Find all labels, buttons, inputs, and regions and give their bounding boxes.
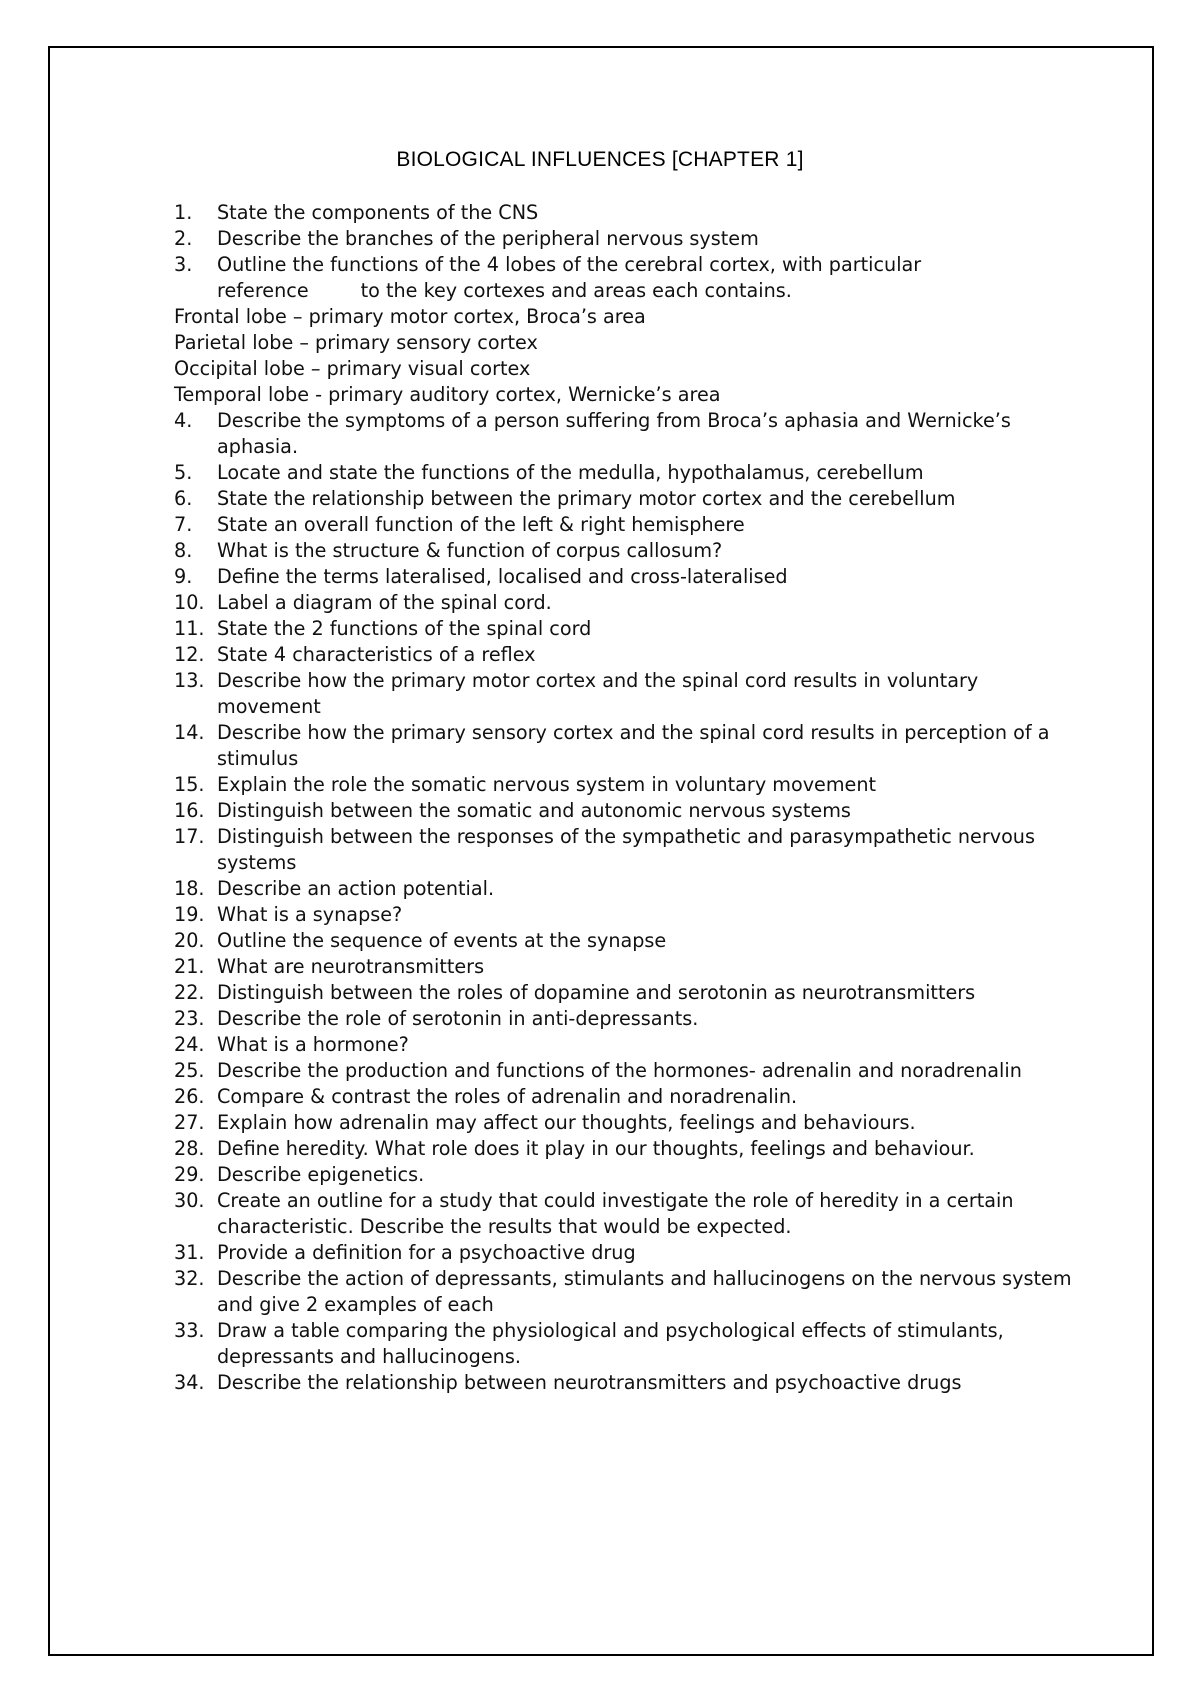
- list-item: [174, 668, 1074, 720]
- item-text: Distinguish between the somatic and autonomic nervous systems: [217, 799, 851, 822]
- item-text: State the components of the CNS: [217, 201, 539, 224]
- item-text: Explain the role the somatic nervous system in voluntary movement: [217, 773, 877, 796]
- list-item: [174, 902, 1074, 928]
- list-item: [174, 1136, 1074, 1162]
- item-text: [217, 252, 1074, 304]
- item-number: 14.: [174, 721, 205, 744]
- item-text: State the relationship between the primary motor cortex and the cerebellum: [217, 487, 956, 510]
- item-number: 33.: [174, 1319, 205, 1342]
- list-item: [174, 1370, 1074, 1396]
- item-number: 34.: [174, 1371, 205, 1394]
- item-number: 21.: [174, 955, 205, 978]
- item-number: 13.: [174, 669, 205, 692]
- item-number: 29.: [174, 1163, 205, 1186]
- list-item: [174, 1110, 1074, 1136]
- list-item: [174, 954, 1074, 980]
- item-text: What are neurotransmitters: [217, 955, 485, 978]
- list-item: [174, 1058, 1074, 1084]
- list-item: [174, 200, 1074, 226]
- list-item: [174, 824, 1074, 876]
- item-number: 25.: [174, 1059, 205, 1082]
- item-text: Describe the production and functions of the hormones- adrenalin and noradrenalin: [217, 1059, 1022, 1082]
- item-text: Describe how the primary sensory cortex and the spinal cord results in perception of a stimulus: [217, 721, 1050, 770]
- item-number: 15.: [174, 773, 205, 796]
- item-text: Describe the symptoms of a person suffering from Broca’s aphasia and Wernicke’s aphasia.: [217, 409, 1011, 458]
- list-item: [174, 1006, 1074, 1032]
- item-number: 3.: [174, 253, 193, 276]
- item-text: What is a synapse?: [217, 903, 403, 926]
- item-text: Describe the branches of the peripheral nervous system: [217, 227, 759, 250]
- item-text: Describe the action of depressants, stimulants and hallucinogens on the nervous system and give 2 examples of each: [217, 1267, 1072, 1316]
- list-item: [174, 590, 1074, 616]
- item-text: Distinguish between the roles of dopamine and serotonin as neurotransmitters: [217, 981, 976, 1004]
- item-number: 19.: [174, 903, 205, 926]
- lobe-list: [174, 304, 1074, 408]
- lobe-line: Parietal lobe – primary sensory cortex: [174, 331, 538, 354]
- list-item: [174, 876, 1074, 902]
- item-text: Create an outline for a study that could investigate the role of heredity in a certain characteristic. Describe the results that would be expected.: [217, 1189, 1014, 1238]
- item-number: 6.: [174, 487, 193, 510]
- list-item: [174, 226, 1074, 252]
- list-item: [174, 408, 1074, 460]
- lobe-line: Frontal lobe – primary motor cortex, Broca’s area: [174, 305, 646, 328]
- item-text-line1: Outline the functions of the 4 lobes of the cerebral cortex, with particular: [217, 253, 922, 276]
- page-title: BIOLOGICAL INFLUENCES [CHAPTER 1]: [396, 148, 804, 171]
- list-item: [174, 564, 1074, 590]
- item-number: 8.: [174, 539, 193, 562]
- question-list: [174, 200, 1074, 1396]
- list-item: [174, 1318, 1074, 1370]
- item-number: 2.: [174, 227, 193, 250]
- list-item: [174, 486, 1074, 512]
- item-number: 22.: [174, 981, 205, 1004]
- item-number: 4.: [174, 409, 193, 432]
- item-number: 1.: [174, 201, 193, 224]
- item-text-line2b: to the key cortexes and areas each contains.: [360, 279, 792, 302]
- item-number: 10.: [174, 591, 205, 614]
- item-text: State an overall function of the left & right hemisphere: [217, 513, 745, 536]
- item-text: Label a diagram of the spinal cord.: [217, 591, 552, 614]
- list-item-3: [174, 252, 1074, 304]
- list-item: [174, 1162, 1074, 1188]
- list-item: [174, 1188, 1074, 1240]
- item-number: 7.: [174, 513, 193, 536]
- list-item: [174, 616, 1074, 642]
- item-text: Define the terms lateralised, localised and cross-lateralised: [217, 565, 788, 588]
- item-number: 9.: [174, 565, 193, 588]
- item-text: What is the structure & function of corpus callosum?: [217, 539, 723, 562]
- item-number: 20.: [174, 929, 205, 952]
- item-text: Distinguish between the responses of the sympathetic and parasympathetic nervous systems: [217, 825, 1035, 874]
- item-text: Explain how adrenalin may affect our thoughts, feelings and behaviours.: [217, 1111, 916, 1134]
- item-text: State the 2 functions of the spinal cord: [217, 617, 592, 640]
- item-text: State 4 characteristics of a reflex: [217, 643, 536, 666]
- item-text: Describe the role of serotonin in anti-depressants.: [217, 1007, 699, 1030]
- list-item: [174, 928, 1074, 954]
- item-number: 24.: [174, 1033, 205, 1056]
- item-text: Describe epigenetics.: [217, 1163, 425, 1186]
- item-number: 28.: [174, 1137, 205, 1160]
- item-number: 23.: [174, 1007, 205, 1030]
- item-text: Provide a definition for a psychoactive drug: [217, 1241, 636, 1264]
- item-text: Compare & contrast the roles of adrenalin and noradrenalin.: [217, 1085, 798, 1108]
- item-text: What is a hormone?: [217, 1033, 409, 1056]
- list-item: [174, 720, 1074, 772]
- item-number: 31.: [174, 1241, 205, 1264]
- item-number: 32.: [174, 1267, 205, 1290]
- item-number: 27.: [174, 1111, 205, 1134]
- item-text: Describe an action potential.: [217, 877, 495, 900]
- item-number: 16.: [174, 799, 205, 822]
- item-number: 5.: [174, 461, 193, 484]
- list-item: [174, 538, 1074, 564]
- item-text: Draw a table comparing the physiological and psychological effects of stimulants, depressants and hallucinogens.: [217, 1319, 1004, 1368]
- item-number: 12.: [174, 643, 205, 666]
- item-text: Outline the sequence of events at the synapse: [217, 929, 667, 952]
- list-item: [174, 798, 1074, 824]
- item-text-line2a: reference: [217, 279, 309, 302]
- item-text: Locate and state the functions of the medulla, hypothalamus, cerebellum: [217, 461, 924, 484]
- list-item: [174, 512, 1074, 538]
- item-number: 26.: [174, 1085, 205, 1108]
- list-item: [174, 1032, 1074, 1058]
- list-item: [174, 772, 1074, 798]
- item-number: 11.: [174, 617, 205, 640]
- list-item: [174, 642, 1074, 668]
- item-number: 30.: [174, 1189, 205, 1212]
- item-number: 17.: [174, 825, 205, 848]
- item-number: 18.: [174, 877, 205, 900]
- item-text: Define heredity. What role does it play in our thoughts, feelings and behaviour.: [217, 1137, 975, 1160]
- item-text: Describe how the primary motor cortex and the spinal cord results in voluntary movement: [217, 669, 979, 718]
- list-item: [174, 460, 1074, 486]
- lobe-line: Occipital lobe – primary visual cortex: [174, 357, 531, 380]
- lobe-line: Temporal lobe - primary auditory cortex, Wernicke’s area: [174, 383, 721, 406]
- list-item: [174, 1266, 1074, 1318]
- item-text: Describe the relationship between neurotransmitters and psychoactive drugs: [217, 1371, 962, 1394]
- list-item: [174, 1240, 1074, 1266]
- list-item: [174, 980, 1074, 1006]
- list-item: [174, 1084, 1074, 1110]
